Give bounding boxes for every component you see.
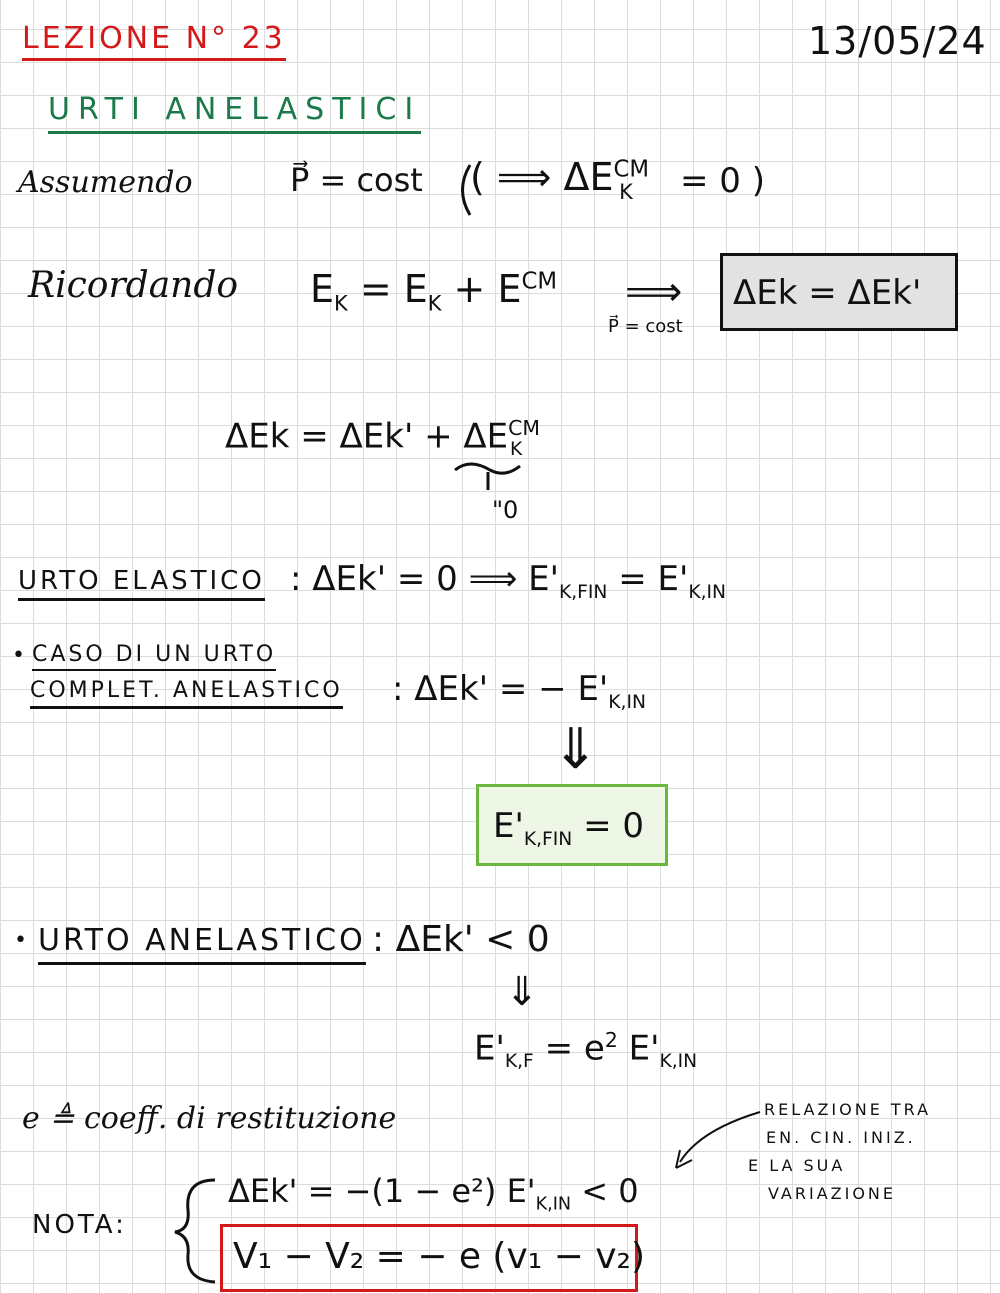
double-arrow-1: ⇓ — [552, 717, 599, 782]
ricordando-label: Ricordando — [28, 265, 239, 306]
assumendo-tail: = 0 ) — [680, 161, 765, 201]
lesson-title: LEZIONE N° 23 — [22, 24, 286, 61]
brace-zero-label: "0 — [492, 496, 519, 524]
annotation-arrowhead — [676, 1150, 692, 1168]
annotation-arrow-stroke — [680, 1112, 760, 1162]
bullet: • — [14, 928, 27, 953]
arrow-condition: P⃗ = cost — [608, 316, 683, 337]
implies-arrow: ⟹ — [625, 269, 683, 315]
system-brace-stroke — [175, 1180, 215, 1282]
nota-label: NOTA: — [32, 1210, 127, 1240]
caso-equation: : ΔEk' = − $E'_{K,IN}$ — [392, 669, 646, 713]
nota-equation-2: V₁ − V₂ = − e (v₁ − v₂) — [233, 1236, 646, 1277]
delta-equation: $\Delta Ek = \Delta Ek' + \Delta E^{CM}_K$ — [225, 416, 540, 461]
bullet: • — [12, 643, 25, 668]
annotation-line-4: VARIAZIONE — [768, 1184, 896, 1203]
elastic-label: URTO ELASTICO — [18, 568, 265, 601]
caso-line-1: CASO DI UN URTO — [32, 644, 276, 671]
assumendo-equation: P⃗ = cost — [290, 161, 423, 199]
coefficient-line: e ≜ coeff. di restituzione — [22, 1101, 397, 1136]
ricordando-equation: $E_K = E_K + E^{CM}$ — [310, 267, 558, 316]
anelastico-label: URTO ANELASTICO — [38, 926, 366, 965]
underbrace-stroke — [455, 464, 520, 473]
green-box-equation: $E'_{K,FIN} = 0$ — [493, 806, 645, 850]
lesson-date: 13/05/24 — [808, 19, 987, 63]
left-paren-stroke — [463, 165, 471, 215]
section-title: URTI ANELASTICI — [48, 95, 421, 134]
annotation-line-3: E LA SUA — [748, 1156, 846, 1175]
annotation-line-1: RELAZIONE TRA — [764, 1100, 932, 1119]
assumendo-paren: ( ⟹ $\Delta E^{CM}_K$ — [470, 155, 650, 204]
assumendo-label: Assumendo — [18, 165, 193, 200]
anelastico-result: $E'_{K,F} = e^2$ $E'_{K,IN}$ — [474, 1028, 698, 1073]
anelastico-equation: : ΔEk' < 0 — [372, 919, 550, 960]
nota-equation-1: ΔEk' = −(1 − e²) $E'_{K,IN} < 0$ — [228, 1172, 639, 1215]
elastic-equation: : ΔEk' = 0 ⟹ $E'_{K,FIN} = E'_{K,IN}$ — [290, 559, 727, 603]
double-arrow-2: ⇓ — [505, 969, 539, 1015]
annotation-line-2: EN. CIN. INIZ. — [766, 1128, 916, 1147]
caso-line-2: COMPLET. ANELASTICO — [30, 680, 343, 709]
grey-box-equation: ΔEk = ΔEk' — [733, 273, 922, 313]
